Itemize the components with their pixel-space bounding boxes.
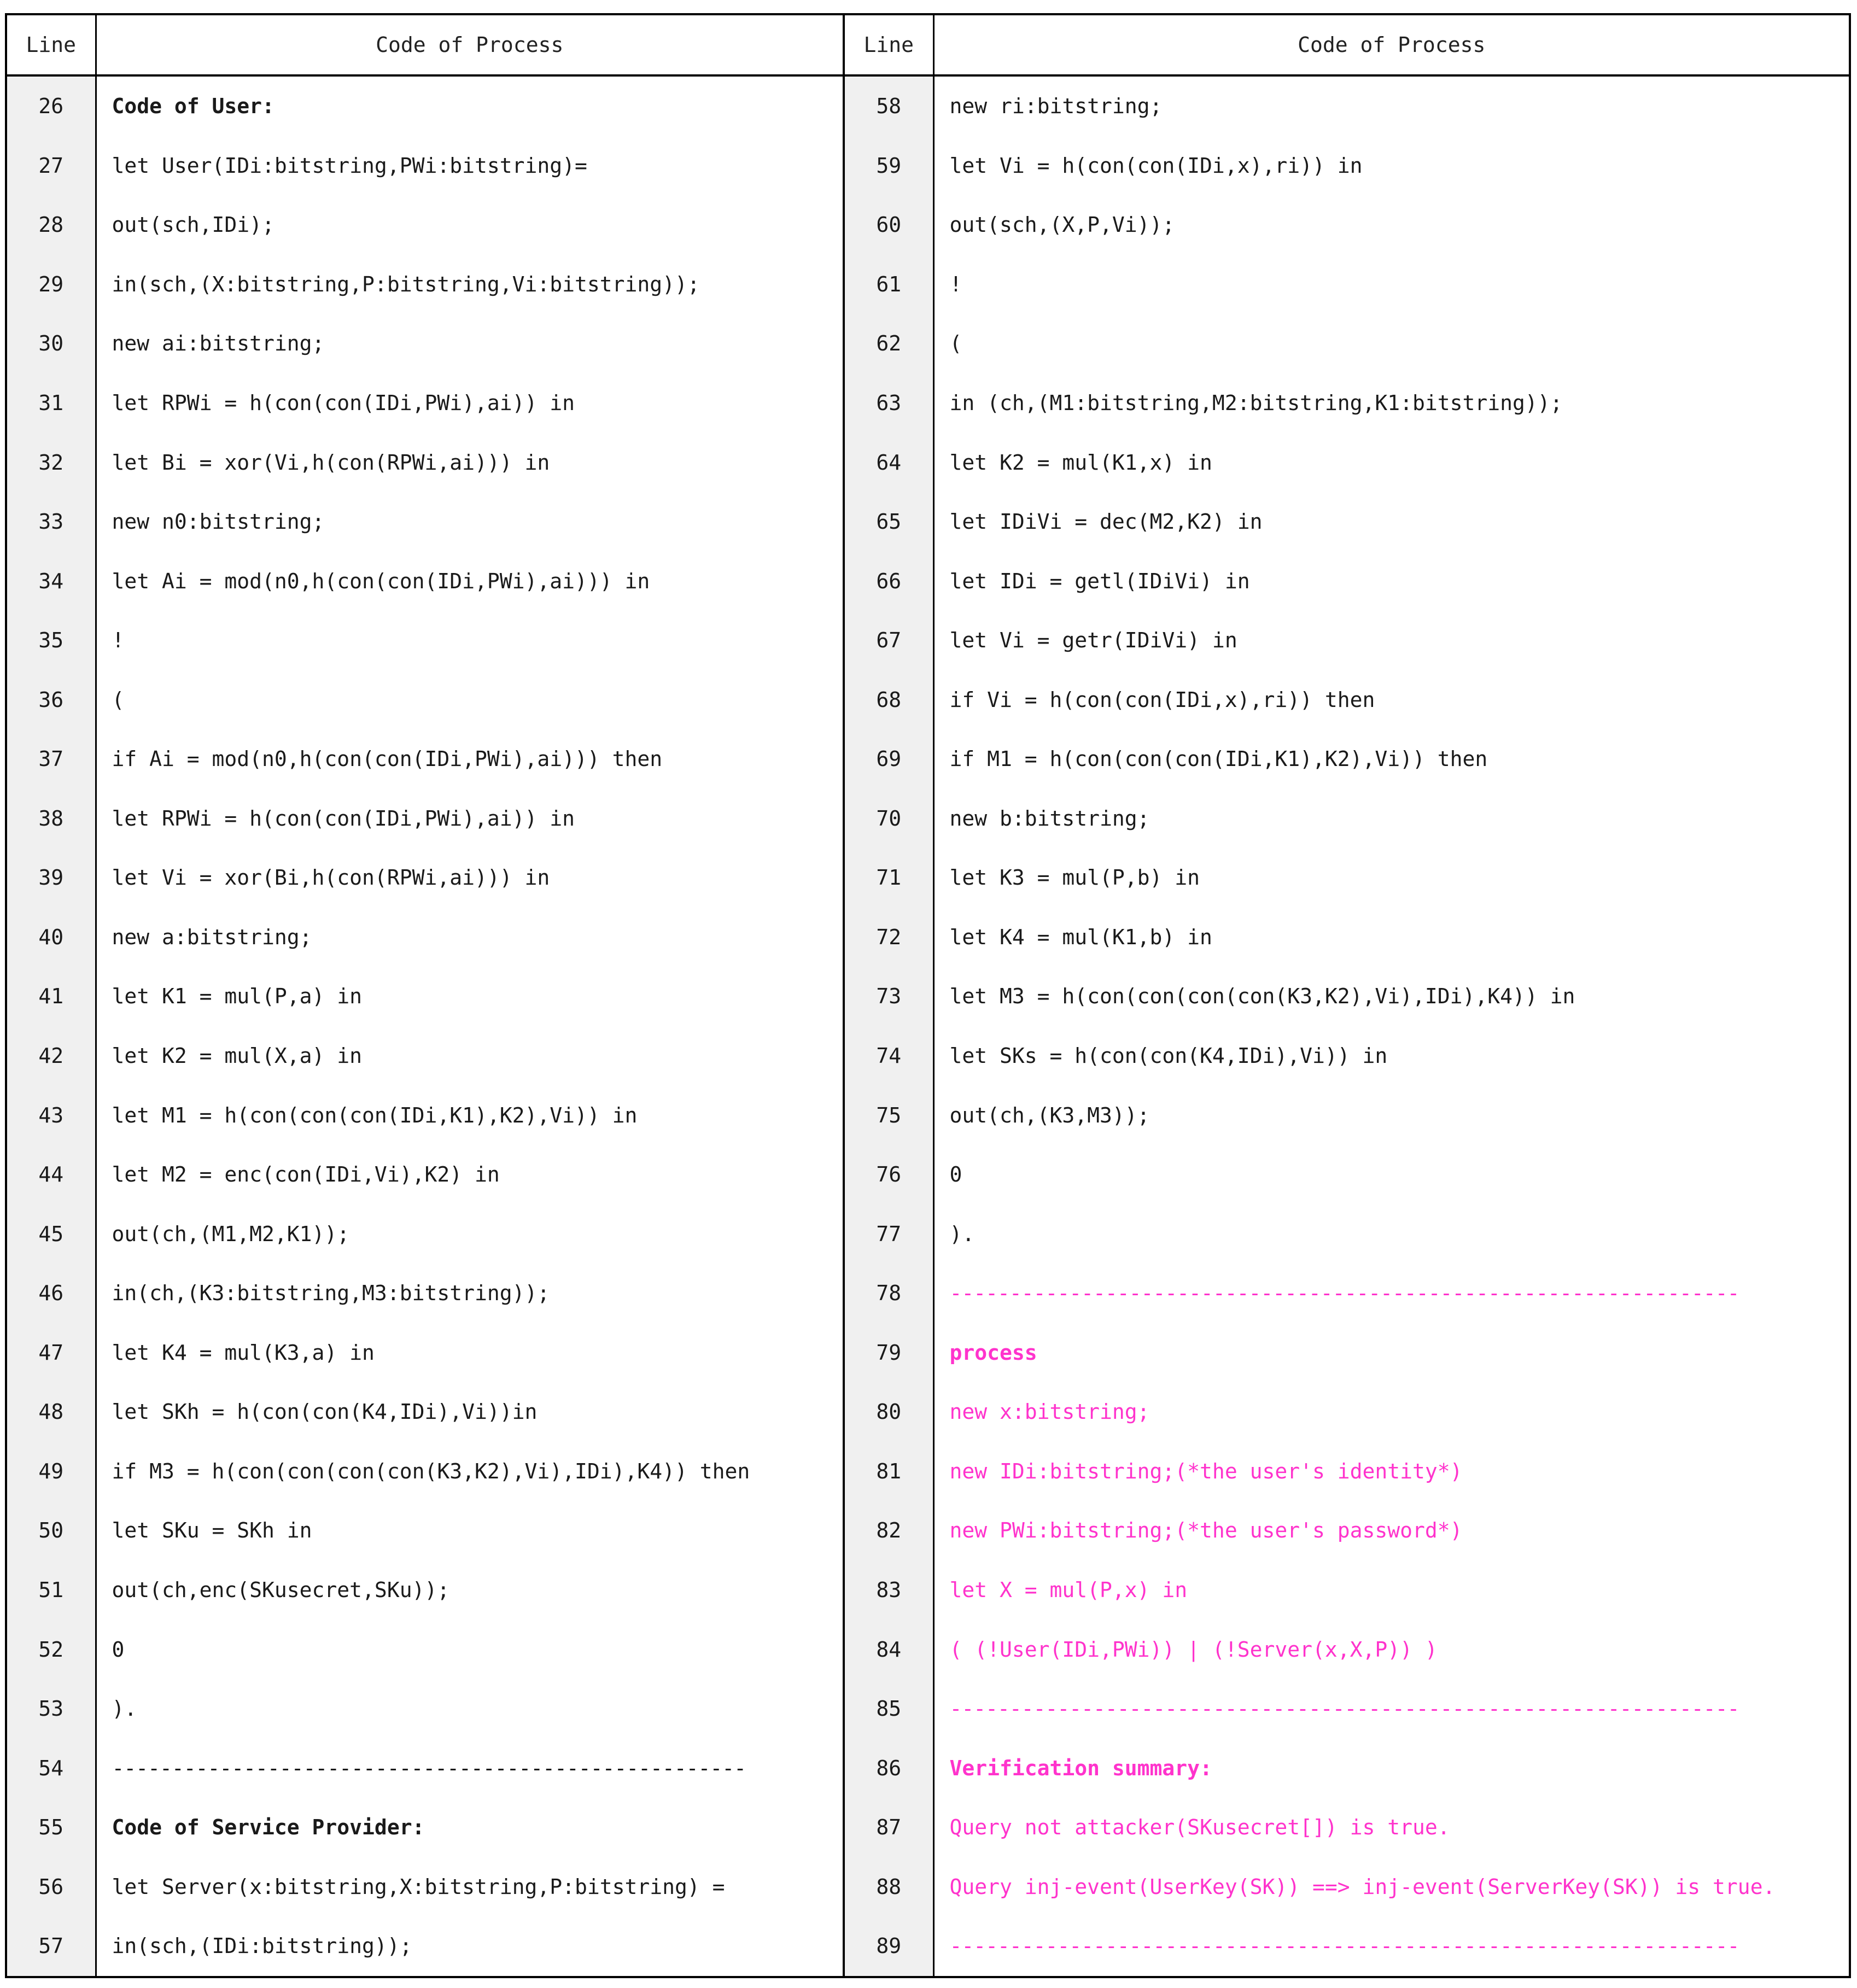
line-number-left: 28 [6,195,96,255]
header-row [6,14,1850,75]
code-line-right: let K4 = mul(K1,b) in [949,925,1212,949]
table-row [6,1085,1850,1145]
table-row [6,136,1850,196]
code-line-left: new n0:bitstring; [96,492,844,552]
line-number-right: 64 [844,432,933,492]
line-number-left: 54 [6,1738,96,1798]
code-line-right: let SKs = h(con(con(K4,IDi),Vi)) in [949,1044,1388,1068]
table-row [6,1738,1850,1798]
code-line-left: 0 [96,1619,844,1679]
code-line-right: out(ch,(K3,M3)); [949,1103,1150,1127]
code-line-left: let Server(x:bitstring,X:bitstring,P:bitstring) = [96,1857,844,1916]
line-number-left: 27 [6,136,96,196]
code-line-left: out(ch,(M1,M2,K1)); [96,1204,844,1264]
code-line-right: 0 [949,1162,962,1187]
line-number-right: 58 [844,75,933,136]
line-number-right: 76 [844,1145,933,1205]
line-number-right: 61 [844,255,933,314]
table-row [6,1264,1850,1323]
code-line-left: let K1 = mul(P,a) in [96,967,844,1026]
table-row [6,848,1850,908]
code-line-left: new ai:bitstring; [96,314,844,373]
line-number-left: 52 [6,1619,96,1679]
code-line-right: out(sch,(X,P,Vi)); [949,213,1175,237]
code-line-left: in(ch,(K3:bitstring,M3:bitstring)); [96,1264,844,1323]
line-number-right: 68 [844,670,933,729]
table-row [6,195,1850,255]
line-number-left: 33 [6,492,96,552]
line-number-left: 53 [6,1679,96,1739]
line-number-right: 79 [844,1323,933,1383]
line-number-right: 62 [844,314,933,373]
table-row [6,314,1850,373]
code-line-right: ( [949,331,962,356]
table-row [6,1798,1850,1857]
line-number-left: 50 [6,1501,96,1560]
line-number-right: 73 [844,967,933,1026]
line-number-left: 47 [6,1323,96,1383]
line-number-left: 31 [6,373,96,433]
table-row [6,967,1850,1026]
code-line-right: ( (!User(IDi,PWi)) | (!Server(x,X,P)) ) [949,1637,1438,1662]
line-number-left: 51 [6,1560,96,1620]
table-row [6,611,1850,670]
table-row [6,1026,1850,1086]
code-line-right: Query inj-event(UserKey(SK)) ==> inj-event(ServerKey(SK)) is true. [949,1874,1776,1899]
line-number-right: 85 [844,1679,933,1739]
code-line-right: process [949,1340,1037,1365]
code-line-right: let X = mul(P,x) in [949,1577,1188,1602]
line-number-right: 89 [844,1916,933,1977]
line-number-right: 83 [844,1560,933,1620]
line-number-left: 39 [6,848,96,908]
code-line-left: let SKh = h(con(con(K4,IDi),Vi))in [96,1382,844,1442]
code-line-left: in(sch,(X:bitstring,P:bitstring,Vi:bitstring)); [96,255,844,314]
line-number-left: 34 [6,551,96,611]
line-header-left: Line [6,14,96,75]
code-line-right: let M3 = h(con(con(con(con(K3,K2),Vi),IDi),K4)) in [949,984,1575,1009]
table-row [6,1501,1850,1560]
code-header-left: Code of Process [96,14,844,75]
line-number-right: 71 [844,848,933,908]
code-line-left: let M2 = enc(con(IDi,Vi),K2) in [96,1145,844,1205]
line-number-left: 57 [6,1916,96,1977]
line-header-right: Line [844,14,933,75]
table-row [6,432,1850,492]
code-line-left: let Ai = mod(n0,h(con(con(IDi,PWi),ai))) in [96,551,844,611]
line-number-left: 48 [6,1382,96,1442]
code-line-left: out(ch,enc(SKusecret,SKu)); [96,1560,844,1620]
line-number-left: 40 [6,908,96,967]
table-row [6,75,1850,136]
line-number-left: 41 [6,967,96,1026]
line-number-right: 88 [844,1857,933,1916]
code-line-right: ). [949,1221,975,1246]
code-line-right: Query not attacker(SKusecret[]) is true. [949,1815,1450,1840]
code-line-left: ----------------------------------------------------- [96,1738,844,1798]
code-line-right: Verification summary: [949,1756,1212,1780]
code-line-right: ! [949,272,962,296]
code-line-right: ------------------------------------------------------------------ [949,1281,1739,1306]
line-number-left: 46 [6,1264,96,1323]
table-row [6,670,1850,729]
line-number-right: 82 [844,1501,933,1560]
table-row [6,729,1850,789]
line-number-left: 35 [6,611,96,670]
line-number-right: 59 [844,136,933,196]
table-row [6,789,1850,849]
table-row [6,1145,1850,1205]
code-line-left: let User(IDi:bitstring,PWi:bitstring)= [96,136,844,196]
line-number-right: 72 [844,908,933,967]
line-number-right: 69 [844,729,933,789]
line-number-left: 44 [6,1145,96,1205]
code-line-right: ------------------------------------------------------------------ [949,1934,1739,1958]
code-line-left: if Ai = mod(n0,h(con(con(IDi,PWi),ai))) then [96,729,844,789]
code-line-right: let K3 = mul(P,b) in [949,866,1200,890]
line-number-right: 81 [844,1442,933,1501]
table-row [6,1204,1850,1264]
table-row [6,373,1850,433]
line-number-left: 38 [6,789,96,849]
code-line-right: let Vi = getr(IDiVi) in [949,628,1237,653]
line-number-left: 43 [6,1085,96,1145]
table-row [6,1857,1850,1916]
line-number-right: 75 [844,1085,933,1145]
code-line-left: ( [96,670,844,729]
code-header-right: Code of Process [933,14,1850,75]
line-number-left: 29 [6,255,96,314]
table-row [6,1679,1850,1739]
code-line-left: let RPWi = h(con(con(IDi,PWi),ai)) in [96,373,844,433]
table-row [6,1442,1850,1501]
code-line-right: new b:bitstring; [949,806,1150,831]
code-line-right: if M1 = h(con(con(con(IDi,K1),K2),Vi)) then [949,747,1488,771]
line-number-left: 42 [6,1026,96,1086]
table-row [6,1382,1850,1442]
line-number-left: 36 [6,670,96,729]
code-line-left: let SKu = SKh in [96,1501,844,1560]
line-number-right: 77 [844,1204,933,1264]
line-number-left: 49 [6,1442,96,1501]
table-row [6,1619,1850,1679]
code-line-right: if Vi = h(con(con(IDi,x),ri)) then [949,687,1375,712]
line-number-right: 65 [844,492,933,552]
code-line-left: let K4 = mul(K3,a) in [96,1323,844,1383]
table-row [6,551,1850,611]
line-number-right: 84 [844,1619,933,1679]
code-line-left: new a:bitstring; [96,908,844,967]
line-number-left: 37 [6,729,96,789]
line-number-right: 86 [844,1738,933,1798]
code-line-right: new PWi:bitstring;(*the user's password*) [949,1518,1463,1543]
code-line-left: Code of User: [96,75,844,136]
code-line-right: let IDiVi = dec(M2,K2) in [949,510,1263,534]
line-number-left: 55 [6,1798,96,1857]
line-number-left: 26 [6,75,96,136]
table-row [6,908,1850,967]
code-line-right: new IDi:bitstring;(*the user's identity*) [949,1459,1463,1483]
code-line-right: let Vi = h(con(con(IDi,x),ri)) in [949,153,1363,178]
line-number-left: 32 [6,432,96,492]
code-line-right: let K2 = mul(K1,x) in [949,450,1212,475]
code-line-left: ). [96,1679,844,1739]
table-row [6,255,1850,314]
table-row [6,1560,1850,1620]
code-line-left: in(sch,(IDi:bitstring)); [96,1916,844,1977]
code-body [6,75,1850,1977]
line-number-right: 67 [844,611,933,670]
code-line-left: let M1 = h(con(con(con(IDi,K1),K2),Vi)) in [96,1085,844,1145]
code-line-right: ------------------------------------------------------------------ [949,1697,1739,1721]
table-row [6,1916,1850,1977]
code-listing-table [5,13,1851,1978]
line-number-right: 78 [844,1264,933,1323]
table-row [6,1323,1850,1383]
line-number-left: 56 [6,1857,96,1916]
code-line-left: let Bi = xor(Vi,h(con(RPWi,ai))) in [96,432,844,492]
line-number-right: 87 [844,1798,933,1857]
line-number-left: 45 [6,1204,96,1264]
table-row [6,492,1850,552]
code-line-right: new x:bitstring; [949,1400,1150,1424]
code-line-left: if M3 = h(con(con(con(con(K3,K2),Vi),IDi),K4)) then [96,1442,844,1501]
line-number-right: 66 [844,551,933,611]
line-number-right: 63 [844,373,933,433]
line-number-right: 70 [844,789,933,849]
code-line-right: let IDi = getl(IDiVi) in [949,569,1250,593]
line-number-right: 80 [844,1382,933,1442]
code-line-left: out(sch,IDi); [96,195,844,255]
code-line-right: in (ch,(M1:bitstring,M2:bitstring,K1:bitstring)); [949,391,1563,416]
line-number-right: 74 [844,1026,933,1086]
code-line-left: let Vi = xor(Bi,h(con(RPWi,ai))) in [96,848,844,908]
code-line-left: ! [96,611,844,670]
code-line-right: new ri:bitstring; [949,94,1163,119]
code-line-left: let RPWi = h(con(con(IDi,PWi),ai)) in [96,789,844,849]
code-line-left: let K2 = mul(X,a) in [96,1026,844,1086]
line-number-right: 60 [844,195,933,255]
code-line-left: Code of Service Provider: [96,1798,844,1857]
line-number-left: 30 [6,314,96,373]
